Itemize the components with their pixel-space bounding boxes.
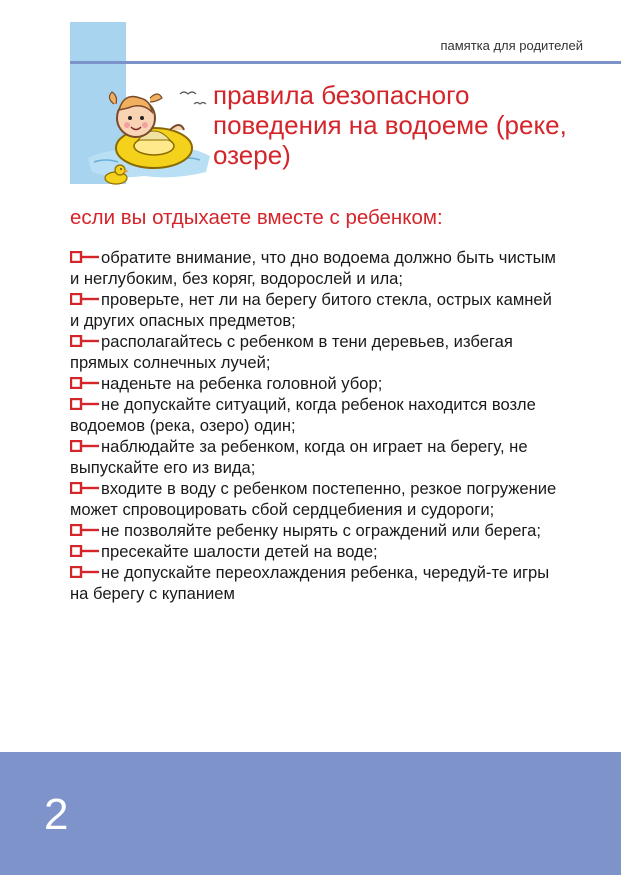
page-number: 2 <box>44 790 69 839</box>
rule-text: располагайтесь с ребенком в тени деревьев, избегая прямых солнечных лучей; <box>70 332 513 372</box>
list-item <box>70 520 560 541</box>
header-label: памятка для родителей <box>440 38 583 53</box>
rule-text: не допускайте ситуаций, когда ребенок находится возле водоемов (река, озеро) один; <box>70 395 536 435</box>
header-rule <box>70 61 621 64</box>
list-item <box>70 373 560 394</box>
list-item <box>70 394 560 436</box>
bullet-icon <box>70 524 100 536</box>
list-item <box>70 289 560 331</box>
rule-text: входите в воду с ребенком постепенно, резкое погружение может спровоцировать сбой сердцебиения и судороги; <box>70 479 557 519</box>
bullet-icon <box>70 335 100 347</box>
rules-list <box>70 247 560 604</box>
rule-text: наблюдайте за ребенком, когда он играет на берегу, не выпускайте его из вида; <box>70 437 528 477</box>
bullet-icon <box>70 293 100 305</box>
list-item <box>70 331 560 373</box>
bullet-icon <box>70 566 100 578</box>
rule-text: наденьте на ребенка головной убор; <box>101 374 383 393</box>
list-item <box>70 436 560 478</box>
bullet-icon <box>70 482 100 494</box>
bullet-icon <box>70 440 100 452</box>
list-item <box>70 247 560 289</box>
list-item <box>70 541 560 562</box>
bullet-icon <box>70 398 100 410</box>
rule-text: обратите внимание, что дно водоема должно быть чистым и неглубоким, без коряг, водорослей и ила; <box>70 248 556 288</box>
bullet-icon <box>70 545 100 557</box>
rule-text: пресекайте шалости детей на воде; <box>101 542 378 561</box>
page-title: правила безопасного поведения на водоеме (реке, озере) <box>213 80 567 170</box>
rule-text: проверьте, нет ли на берегу битого стекла, острых камней и других опасных предметов; <box>70 290 552 330</box>
list-item <box>70 562 560 604</box>
bullet-icon <box>70 251 100 263</box>
rule-text: не допускайте переохлаждения ребенка, чередуй-те игры на берегу с купанием <box>70 563 550 603</box>
footer-band <box>0 752 621 875</box>
rule-text: не позволяйте ребенку нырять с ограждений или берега; <box>101 521 541 540</box>
child-swim-ring-icon <box>84 80 214 192</box>
section-subtitle: если вы отдыхаете вместе с ребенком: <box>70 206 443 229</box>
bullet-icon <box>70 377 100 389</box>
list-item <box>70 478 560 520</box>
